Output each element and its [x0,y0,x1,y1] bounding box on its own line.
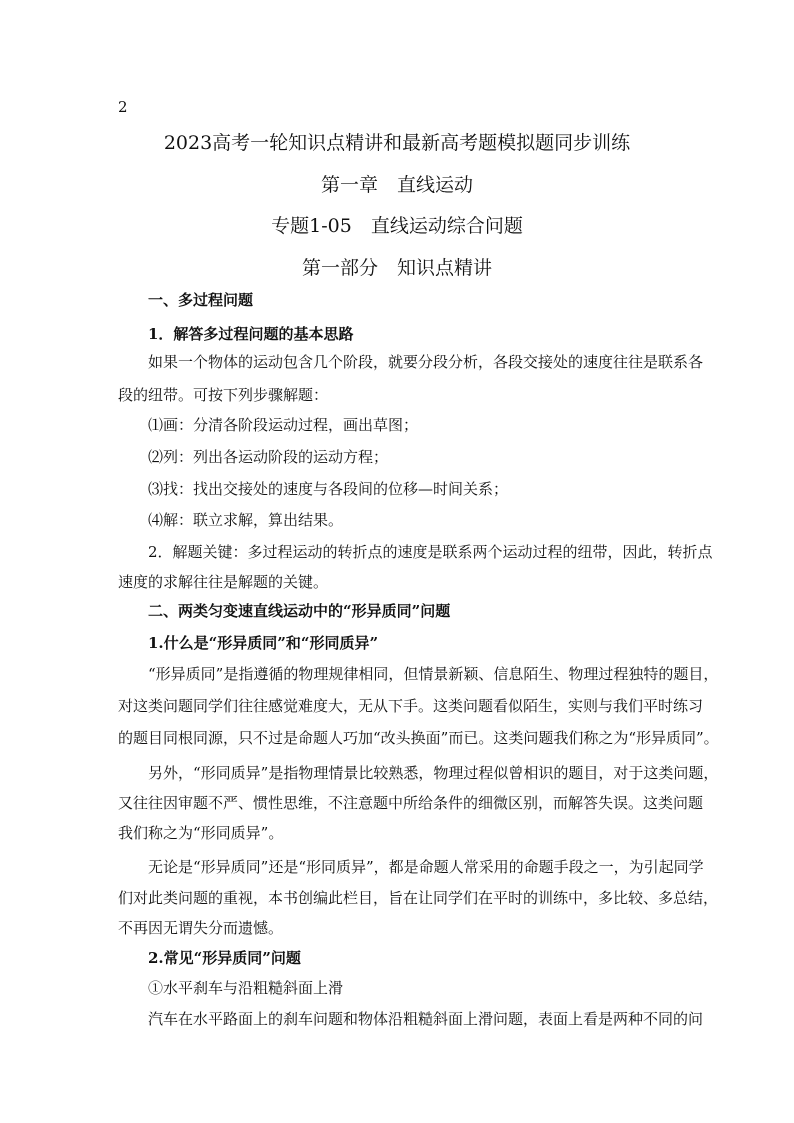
section-heading-2: 二、两类匀变速直线运动中的“形异质同”问题 [148,602,451,620]
paragraph-line: 2．解题关键：多过程运动的转折点的速度是联系两个运动过程的纽带，因此，转折点 [148,543,713,561]
paragraph-line: 又往往因审题不严、惯性思维，不注意题中所给条件的细微区别，而解答失误。这类问题 [118,794,704,812]
paragraph-line: 无论是“形异质同”还是“形同质异”，都是命题人常采用的命题手段之一，为引起同学 [148,858,704,876]
paragraph-line: 另外，“形同质异”是指物理情景比较熟悉，物理过程似曾相识的题目，对于这类问题， [148,764,719,782]
part-title: 第一部分 知识点精讲 [301,257,492,279]
chapter-title: 第一章 直线运动 [320,174,473,196]
paragraph-line: “形异质同”是指遵循的物理规律相同，但情景新颖、信息陌生、物理过程独特的题目， [148,665,719,683]
paragraph-line: 不再因无谓失分而遗憾。 [118,919,284,937]
step-item-1: ⑴画：分清各阶段运动过程，画出草图； [148,416,419,434]
paragraph-line: 我们称之为“形同质异”。 [118,824,284,842]
main-title: 2023高考一轮知识点精讲和最新高考题模拟题同步训练 [163,132,631,154]
paragraph-line: 们对此类问题的重视，本书创编此栏目，旨在让同学们在平时的训练中，多比较、多总结， [118,889,719,907]
page-number: 2 [118,98,128,116]
subsection-heading-2-1: 1.什么是“形异质同”和“形同质异” [148,634,379,652]
step-item-4: ⑷解：联立求解，算出结果。 [148,511,344,529]
subsection-heading-2-2: 2.常见“形异质同”问题 [148,949,301,967]
paragraph-line: 的题目同根同源，只不过是命题人巧加“改头换面”而已。这类问题我们称之为“形异质同”。 [118,729,719,747]
section-heading-1: 一、多过程问题 [148,291,254,309]
subsection-heading-1-1: 1．解答多过程问题的基本思路 [148,325,354,343]
step-item-2: ⑵列：列出各运动阶段的运动方程； [148,448,389,466]
paragraph-line: 段的纽带。可按下列步骤解题： [118,386,329,404]
list-item: ①水平刹车与沿粗糙斜面上滑 [148,979,344,997]
topic-title: 专题1-05 直线运动综合问题 [271,215,523,237]
step-item-3: ⑶找：找出交接处的速度与各段间的位移—时间关系； [148,480,509,498]
paragraph-line: 对这类问题同学们往往感觉难度大，无从下手。这类问题看似陌生，实则与我们平时练习 [118,697,704,715]
paragraph-line: 汽车在水平路面上的刹车问题和物体沿粗糙斜面上滑问题，表面上看是两种不同的问 [148,1010,704,1028]
paragraph-line: 速度的求解往往是解题的关键。 [118,573,329,591]
paragraph-line: 如果一个物体的运动包含几个阶段，就要分段分析，各段交接处的速度往往是联系各 [148,353,704,371]
